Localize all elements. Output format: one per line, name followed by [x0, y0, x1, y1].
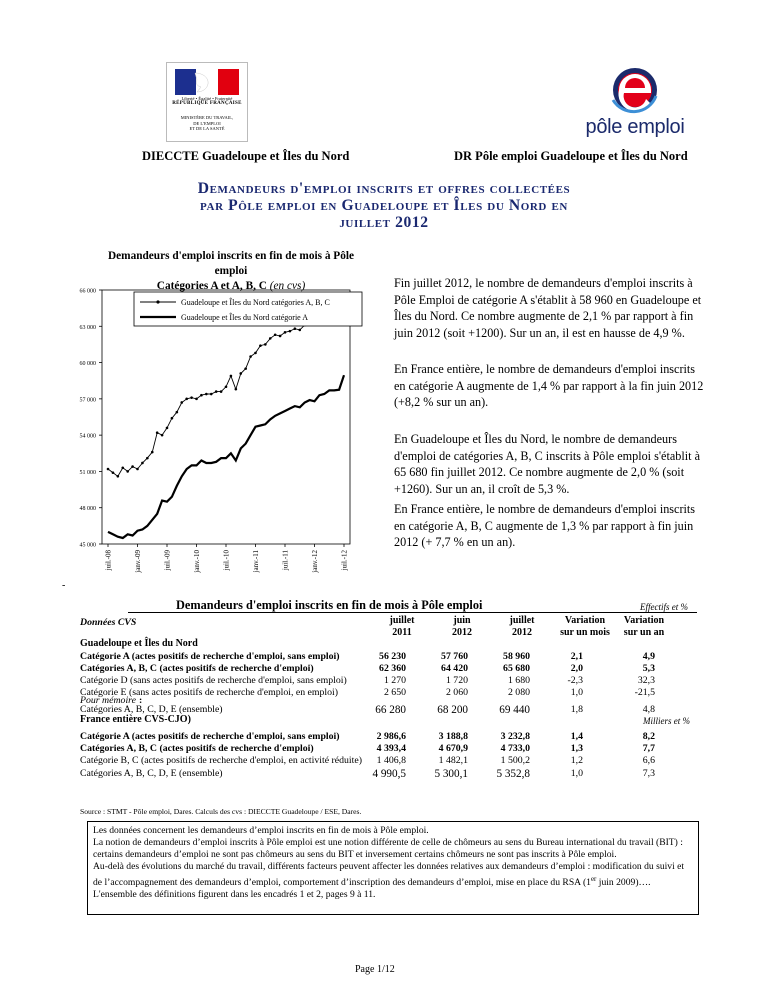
chart-subtitle-italic: (en cvs): [269, 280, 306, 292]
table-cell: 4 990,5: [372, 768, 406, 780]
pole-emploi-dr-label: DR Pôle emploi Guadeloupe et Îles du Nord: [454, 149, 688, 163]
table-cell: 2 080: [507, 687, 530, 698]
data-point: [215, 390, 218, 393]
y-tick-label: 63 000: [79, 324, 96, 331]
table-cell: 56 230: [379, 651, 406, 662]
column-header: [492, 615, 552, 639]
table-cell: 32,3: [637, 675, 655, 686]
ministry-line: DE L'EMPLOI: [193, 120, 221, 126]
chart-title-line: Demandeurs d'emploi inscrits en fin de mois à Pôle emploi: [107, 250, 355, 277]
data-point: [190, 396, 193, 399]
x-tick-label: janv.-10: [193, 550, 201, 573]
note-line: [93, 861, 693, 901]
memo-label-text: Pour mémoire: [80, 695, 136, 706]
data-point: [161, 434, 164, 437]
x-tick-label: janv.-12: [311, 550, 319, 573]
plot-area: [102, 290, 350, 544]
section-france: France entière CVS-CJO): [80, 714, 191, 725]
data-point: [289, 330, 292, 333]
column-header: [372, 615, 432, 639]
column-header-line: juillet: [389, 615, 415, 626]
note-text: juin 2009)…. L'ensemble des définitions figurent dans les encadrés 1 et 2, pages 9 à 11.: [93, 877, 651, 901]
y-tick-label: 60 000: [79, 361, 96, 368]
data-point: [239, 372, 242, 375]
x-tick-label: juil.-11: [281, 550, 290, 571]
x-tick-label: juil.-12: [340, 550, 349, 571]
memo-colon: :: [138, 695, 143, 706]
y-tick-label: 45 000: [79, 542, 96, 549]
table-cell: 2,0: [570, 663, 583, 674]
data-point: [131, 465, 134, 468]
table-cell: 65 680: [503, 663, 530, 674]
data-point: [298, 329, 301, 332]
table-row-label: Catégorie A (actes positifs de recherche d'emploi, sans emploi): [80, 731, 340, 742]
column-header-line: Variation: [564, 615, 606, 626]
table-cell: 57 760: [441, 651, 468, 662]
data-point: [126, 470, 129, 473]
table-cell: -2,3: [567, 675, 583, 686]
ministry-label: [167, 115, 247, 132]
legend-label-abc: Guadeloupe et Îles du Nord catégories A, B, C: [181, 298, 330, 307]
table-cell: 2,1: [570, 651, 583, 662]
x-tick-label: janv.-11: [252, 550, 260, 573]
paragraph-cat-abc-local: En Guadeloupe et Îles du Nord, le nombre de demandeurs d'emploi de catégories A, B, C inscrits à Pôle emploi s'établit à 65 680 fin juillet 2012. Ce nombre augmente de 2,0 % (soit +1260). Sur un an, il croît de 5,3 %.: [394, 432, 700, 496]
data-point: [200, 394, 203, 397]
table-cell: 66 280: [375, 704, 406, 716]
x-tick-label: juil.-08: [104, 550, 113, 571]
data-point: [274, 333, 277, 336]
data-point: [117, 475, 120, 478]
table-cell: 1 482,1: [438, 755, 468, 766]
row-header: Données CVS: [80, 617, 137, 628]
column-header-line: 2012: [512, 627, 532, 638]
memo-label: [80, 695, 142, 706]
table-row-label: Catégories A, B, C, D, E (ensemble): [80, 704, 223, 715]
table-cell: 64 420: [441, 663, 468, 674]
x-tick-label: juil.-10: [222, 550, 231, 571]
legend-label-a: Guadeloupe et Îles du Nord catégorie A: [181, 313, 309, 322]
y-tick-label: 48 000: [79, 506, 96, 513]
republic-label: RÉPUBLIQUE FRANÇAISE: [172, 101, 242, 106]
page-number: Page 1/12: [355, 964, 395, 975]
data-point: [176, 411, 179, 414]
data-point: [235, 388, 238, 391]
table-row-label: Catégories A, B, C (actes positifs de recherche d'emploi): [80, 663, 314, 674]
government-logo: [166, 62, 248, 142]
job-seekers-line-chart: [60, 282, 390, 602]
column-header: [555, 615, 615, 639]
table-cell: 5,3: [642, 663, 655, 674]
data-point: [294, 327, 297, 330]
y-tick-label: 54 000: [79, 433, 96, 440]
data-point: [121, 467, 124, 470]
table-unit: Effectifs et %: [640, 602, 688, 612]
table-cell: 4,8: [642, 704, 655, 715]
marianne-flag-icon: [175, 69, 239, 95]
column-header-line: juin: [453, 615, 471, 626]
data-point: [141, 462, 144, 465]
main-title-line: juillet 2012: [339, 214, 429, 231]
dieccte-label: DIECCTE Guadeloupe et Îles du Nord: [142, 149, 350, 163]
note-superscript: er: [590, 875, 597, 883]
government-motto: Liberté • Égalité • Fraternité: [181, 96, 233, 101]
table-row-label: Catégories A, B, C (actes positifs de recherche d'emploi): [80, 743, 314, 754]
table-source: Source : STMT - Pôle emploi, Dares. Calculs des cvs : DIECCTE Guadeloupe / ESE, Dares.: [80, 807, 362, 816]
column-header: [614, 615, 674, 639]
table-row-label: Catégorie D (sans actes positifs de recherche d'emploi, sans emploi): [80, 675, 347, 686]
y-tick-label: 51 000: [79, 469, 96, 476]
table-rule: [128, 612, 697, 613]
table-cell: 1 406,8: [376, 755, 406, 766]
table-cell: 58 960: [503, 651, 530, 662]
table-cell: 1,3: [570, 743, 583, 754]
section-local: Guadeloupe et Îles du Nord: [80, 638, 198, 649]
table-cell: 1,4: [570, 731, 583, 742]
legend-marker: [156, 300, 159, 303]
table-cell: 4 670,9: [438, 743, 468, 754]
table-cell: 1 720: [445, 675, 468, 686]
data-point: [254, 352, 257, 355]
table-cell: 1,0: [570, 768, 583, 779]
data-point: [284, 331, 287, 334]
main-title-line: par Pôle emploi en Guadeloupe et Îles du Nord en: [200, 197, 568, 214]
data-point: [244, 367, 247, 370]
data-point: [112, 471, 115, 474]
chart-subtitle-text: Catégories A et A, B, C: [156, 280, 267, 292]
table-cell: 1,2: [570, 755, 583, 766]
ministry-line: MINISTÈRE DU TRAVAIL,: [180, 115, 234, 120]
column-header-line: sur un mois: [560, 627, 610, 638]
data-point: [220, 390, 223, 393]
column-header-line: juillet: [509, 615, 535, 626]
data-point: [230, 375, 233, 378]
data-point: [185, 398, 188, 401]
table-cell: 2 650: [383, 687, 406, 698]
paragraph-cat-abc-france: En France entière, le nombre de demandeurs d'emploi inscrits en catégorie A, B, C augmente de 1,3 % par rapport à fin juin 2012 (+ 7,7 % en un an).: [394, 502, 696, 549]
table-cell: 4,9: [642, 651, 655, 662]
table-cell: 7,7: [642, 743, 655, 754]
column-header: [432, 615, 492, 639]
data-point: [156, 431, 159, 434]
table-cell: 4 393,4: [376, 743, 406, 754]
data-point: [269, 337, 272, 340]
y-tick-label: 66 000: [79, 288, 96, 295]
table-row-label: Catégorie E (sans actes positifs de recherche d'emploi, en emploi): [80, 687, 339, 698]
table-cell: 3 232,8: [500, 731, 530, 742]
column-header-line: 2011: [392, 627, 412, 638]
definitions-note: [87, 821, 699, 915]
paragraph-cat-a-local: Fin juillet 2012, le nombre de demandeurs d'emploi inscrits à Pôle Emploi de catégorie A s'établit à 58 960 en Guadeloupe et Îles du Nord. Ce nombre augmente de 2,1 % par rapport à fin juin 2012 (soit +1200). Sur un an, il est en hausse de 4,9 %.: [394, 276, 702, 340]
table-cell: 1 680: [507, 675, 530, 686]
table-row-label: Catégorie B, C (actes positifs de recherche d'emploi, en activité réduite): [80, 755, 362, 766]
table-cell: 6,6: [642, 755, 655, 766]
main-title-line: Demandeurs d'emploi inscrits et offres collectées: [197, 180, 571, 197]
paragraph-cat-a-france: En France entière, le nombre de demandeurs d'emploi inscrits en catégorie A augmente de 1,4 % par rapport à la fin juin 2012 (+8,2 % sur un an).: [394, 362, 704, 409]
x-tick-label: juil.-09: [163, 550, 172, 571]
table-cell: 2 060: [445, 687, 468, 698]
table-cell: 62 360: [379, 663, 406, 674]
table-cell: 3 188,8: [438, 731, 468, 742]
data-point: [279, 335, 282, 338]
x-tick-label: janv.-09: [134, 550, 142, 573]
column-header-line: Variation: [623, 615, 665, 626]
table-cell: 1,0: [570, 687, 583, 698]
table-cell: 1 500,2: [500, 755, 530, 766]
data-point: [195, 398, 198, 401]
table-cell: 2 986,6: [376, 731, 406, 742]
column-header-line: sur un an: [623, 627, 665, 638]
data-point: [264, 343, 267, 346]
data-point: [225, 385, 228, 388]
data-point: [259, 344, 262, 347]
series-line-a: [108, 375, 344, 538]
note-line: La notion de demandeurs d’emploi inscrits à Pôle emploi est une notion différente de celle de chômeurs au sens du Bureau international du travail (BIT) : certains demandeurs d’emploi ne sont pas chômeurs au sens du BIT et inversement certains chômeurs ne sont pas inscrits à Pôle emploi.: [93, 837, 683, 860]
data-point: [166, 427, 169, 430]
table-row-label: Catégories A, B, C, D, E (ensemble): [80, 768, 223, 779]
note-text: Au-delà des évolutions du marché du travail, différents facteurs peuvent affecter les données relatives aux demandeurs d’emploi : modification du suivi et de l’accompagnement des demandeurs d’emploi, comportement d’inscription des demandeurs d’emploi, mise en place du RSA (1: [93, 861, 685, 889]
pole-emploi-logo: [580, 66, 690, 144]
data-point: [136, 468, 139, 471]
data-point: [205, 393, 208, 396]
stray-mark: -: [62, 580, 66, 591]
table-title: Demandeurs d'emploi inscrits en fin de mois à Pôle emploi: [176, 598, 483, 612]
column-header-line: 2012: [452, 627, 472, 638]
table-cell: -21,5: [634, 687, 655, 698]
table-cell: 1,8: [570, 704, 583, 715]
pole-emploi-e-icon: [610, 66, 660, 114]
table-cell: 4 733,0: [500, 743, 530, 754]
y-tick-label: 57 000: [79, 397, 96, 404]
table-cell: 68 200: [437, 704, 468, 716]
table-cell: 7,3: [642, 768, 655, 779]
pole-emploi-wordmark: pôle emploi: [585, 116, 685, 138]
table-cell: 5 352,8: [496, 768, 530, 780]
data-point: [180, 401, 183, 404]
data-point: [249, 355, 252, 358]
data-point: [171, 417, 174, 420]
table-cell: 5 300,1: [434, 768, 468, 780]
note-line: Les données concernent les demandeurs d’emploi inscrits en fin de mois à Pôle emploi.: [93, 825, 429, 836]
table-cell: 69 440: [499, 704, 530, 716]
data-point: [107, 468, 110, 471]
data-point: [210, 393, 213, 396]
data-point: [151, 451, 154, 454]
table-unit-2: Milliers et %: [643, 716, 690, 726]
table-cell: 8,2: [642, 731, 655, 742]
table-row-label: Catégorie A (actes positifs de recherche d'emploi, sans emploi): [80, 651, 340, 662]
main-title: [80, 180, 688, 231]
data-point: [146, 457, 149, 460]
table-cell: 1 270: [383, 675, 406, 686]
ministry-line: ET DE LA SANTÉ: [189, 126, 225, 131]
